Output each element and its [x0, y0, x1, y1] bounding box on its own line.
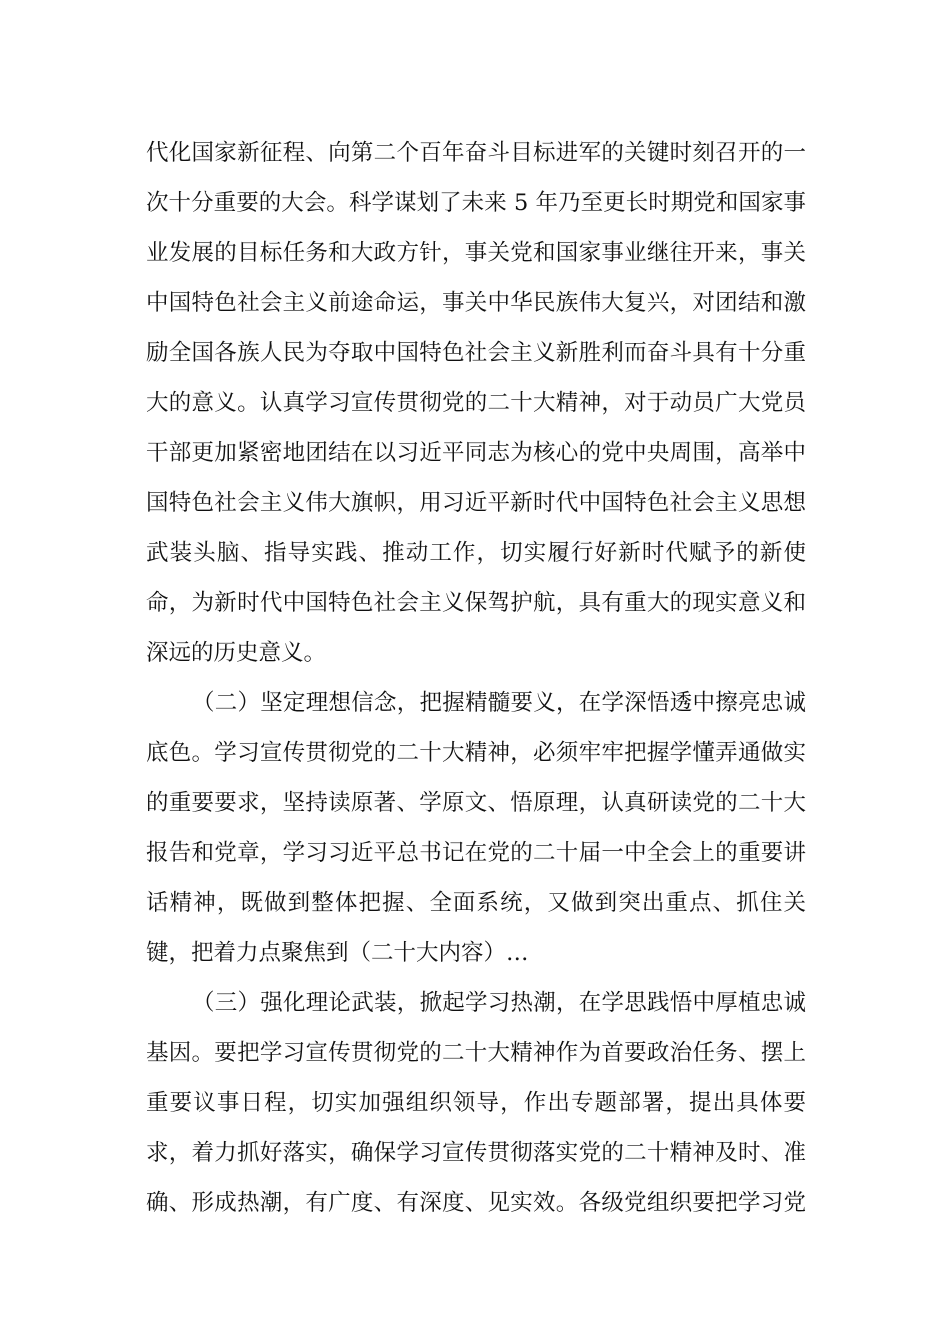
text-line: 命，为新时代中国特色社会主义保驾护航，具有重大的现实意义和 — [146, 590, 806, 616]
text-line: 励全国各族人民为夺取中国特色社会主义新胜利而奋斗具有十分重 — [146, 340, 806, 366]
section-heading-line: （二）坚定理想信念，把握精髓要义，在学深悟透中擦亮忠诚 — [192, 690, 806, 716]
text-line: 键，把着力点聚焦到（二十大内容）… — [146, 940, 529, 966]
text-line: 报告和党章，学习习近平总书记在党的二十届一中全会上的重要讲 — [146, 840, 806, 866]
text-line: 重要议事日程，切实加强组织领导，作出专题部署，提出具体要 — [146, 1090, 806, 1116]
text-line: 求，着力抓好落实，确保学习宣传贯彻落实党的二十精神及时、准 — [146, 1140, 806, 1166]
text-line: 底色。学习宣传贯彻党的二十大精神，必须牢牢把握学懂弄通做实 — [146, 740, 806, 766]
text-line: 深远的历史意义。 — [146, 640, 327, 666]
text-line: 的重要要求，坚持读原著、学原文、悟原理，认真研读党的二十大 — [146, 790, 806, 816]
text-line: 中国特色社会主义前途命运，事关中华民族伟大复兴，对团结和激 — [146, 290, 806, 316]
text-line: 武装头脑、指导实践、推动工作，切实履行好新时代赋予的新使 — [146, 540, 806, 566]
text-line: 基因。要把学习宣传贯彻党的二十大精神作为首要政治任务、摆上 — [146, 1040, 806, 1066]
text-line: 业发展的目标任务和大政方针，事关党和国家事业继往开来，事关 — [146, 240, 806, 266]
text-line: 国特色社会主义伟大旗帜，用习近平新时代中国特色社会主义思想 — [146, 490, 806, 516]
section-heading-line: （三）强化理论武装，掀起学习热潮，在学思践悟中厚植忠诚 — [192, 990, 806, 1016]
text-line: 话精神，既做到整体把握、全面系统，又做到突出重点、抓住关 — [146, 890, 806, 916]
text-line: 大的意义。认真学习宣传贯彻党的二十大精神，对于动员广大党员 — [146, 390, 806, 416]
text-line: 次十分重要的大会。科学谋划了未来 5 年乃至更长时期党和国家事 — [146, 190, 806, 216]
text-line: 代化国家新征程、向第二个百年奋斗目标进军的关键时刻召开的一 — [146, 140, 806, 166]
text-line: 干部更加紧密地团结在以习近平同志为核心的党中央周围，高举中 — [146, 440, 806, 466]
text-line: 确、形成热潮，有广度、有深度、见实效。各级党组织要把学习党 — [146, 1190, 806, 1216]
